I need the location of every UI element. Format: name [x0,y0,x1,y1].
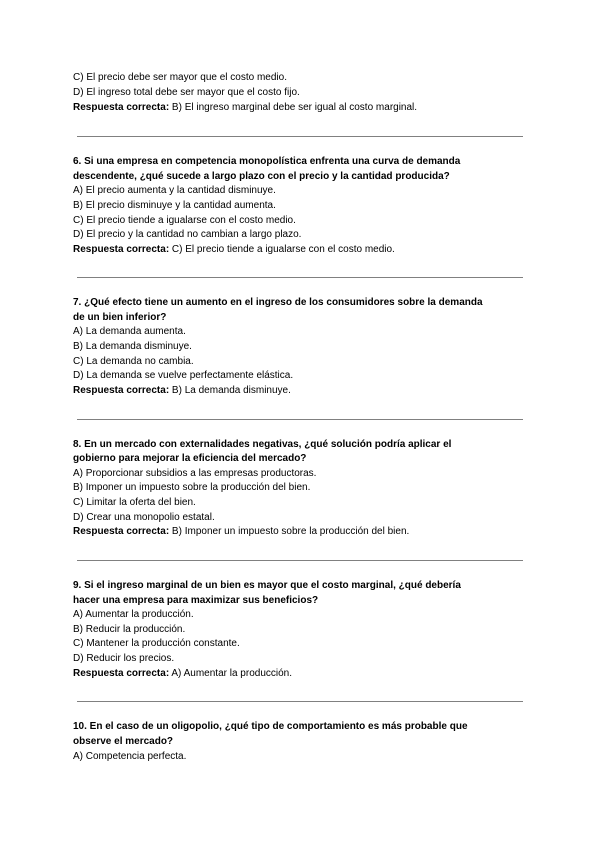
option-line: B) Reducir la producción. [73,624,186,635]
option-line: A) El precio aumenta y la cantidad disminuye. [73,185,276,196]
question-7-title: 7. ¿Qué efecto tiene un aumento en el ingreso de los consumidores sobre la demanda [73,297,483,308]
question-9-title: 9. Si el ingreso marginal de un bien es mayor que el costo marginal, ¿qué debería [73,580,461,591]
answer-text: A) Aumentar la producción. [169,668,293,679]
option-line: D) Crear una monopolio estatal. [73,512,215,523]
question-8-title: 8. En un mercado con externalidades negativas, ¿qué solución podría aplicar el [73,439,452,450]
option-line: D) Reducir los precios. [73,653,175,664]
question-10-title-cont: observe el mercado? [73,736,174,747]
option-line: C) Mantener la producción constante. [73,638,240,649]
separator-rule [77,277,523,278]
option-line: D) El precio y la cantidad no cambian a largo plazo. [73,229,302,240]
answer-line [73,525,409,539]
question-6-title-cont: descendente, ¿qué sucede a largo plazo con el precio y la cantidad producida? [73,171,450,182]
answer-text: B) Imponer un impuesto sobre la producción del bien. [169,526,410,537]
question-8-title-cont: gobierno para mejorar la eficiencia del mercado? [73,453,307,464]
option-line: C) Limitar la oferta del bien. [73,497,196,508]
answer-line [73,667,292,681]
option-line: A) Aumentar la producción. [73,609,194,620]
separator-rule [77,701,523,702]
answer-label: Respuesta correcta: [73,244,170,255]
question-9-title-cont: hacer una empresa para maximizar sus beneficios? [73,595,319,606]
answer-text: B) La demanda disminuye. [169,385,291,396]
answer-label: Respuesta correcta: [73,385,170,396]
option-line: D) El ingreso total debe ser mayor que el costo fijo. [73,87,300,98]
option-line: D) La demanda se vuelve perfectamente elástica. [73,370,294,381]
option-line: C) La demanda no cambia. [73,356,194,367]
question-7-title-cont: de un bien inferior? [73,312,167,323]
separator-rule [77,560,523,561]
answer-line [73,101,417,115]
option-line: B) El precio disminuye y la cantidad aumenta. [73,200,276,211]
separator-rule [77,419,523,420]
option-line: A) Competencia perfecta. [73,751,187,762]
answer-text: B) El ingreso marginal debe ser igual al costo marginal. [169,102,418,113]
question-10-title: 10. En el caso de un oligopolio, ¿qué tipo de comportamiento es más probable que [73,721,468,732]
option-line: A) Proporcionar subsidios a las empresas productoras. [73,468,317,479]
answer-text: C) El precio tiende a igualarse con el costo medio. [169,244,395,255]
option-line: C) El precio debe ser mayor que el costo medio. [73,72,287,83]
separator-rule [77,136,523,137]
answer-label: Respuesta correcta: [73,102,170,113]
answer-label: Respuesta correcta: [73,526,170,537]
answer-line [73,243,395,257]
option-line: B) Imponer un impuesto sobre la producción del bien. [73,482,311,493]
question-6-title: 6. Si una empresa en competencia monopolística enfrenta una curva de demanda [73,156,461,167]
answer-line [73,384,291,398]
option-line: C) El precio tiende a igualarse con el costo medio. [73,215,296,226]
option-line: B) La demanda disminuye. [73,341,192,352]
option-line: A) La demanda aumenta. [73,326,186,337]
answer-label: Respuesta correcta: [73,668,170,679]
